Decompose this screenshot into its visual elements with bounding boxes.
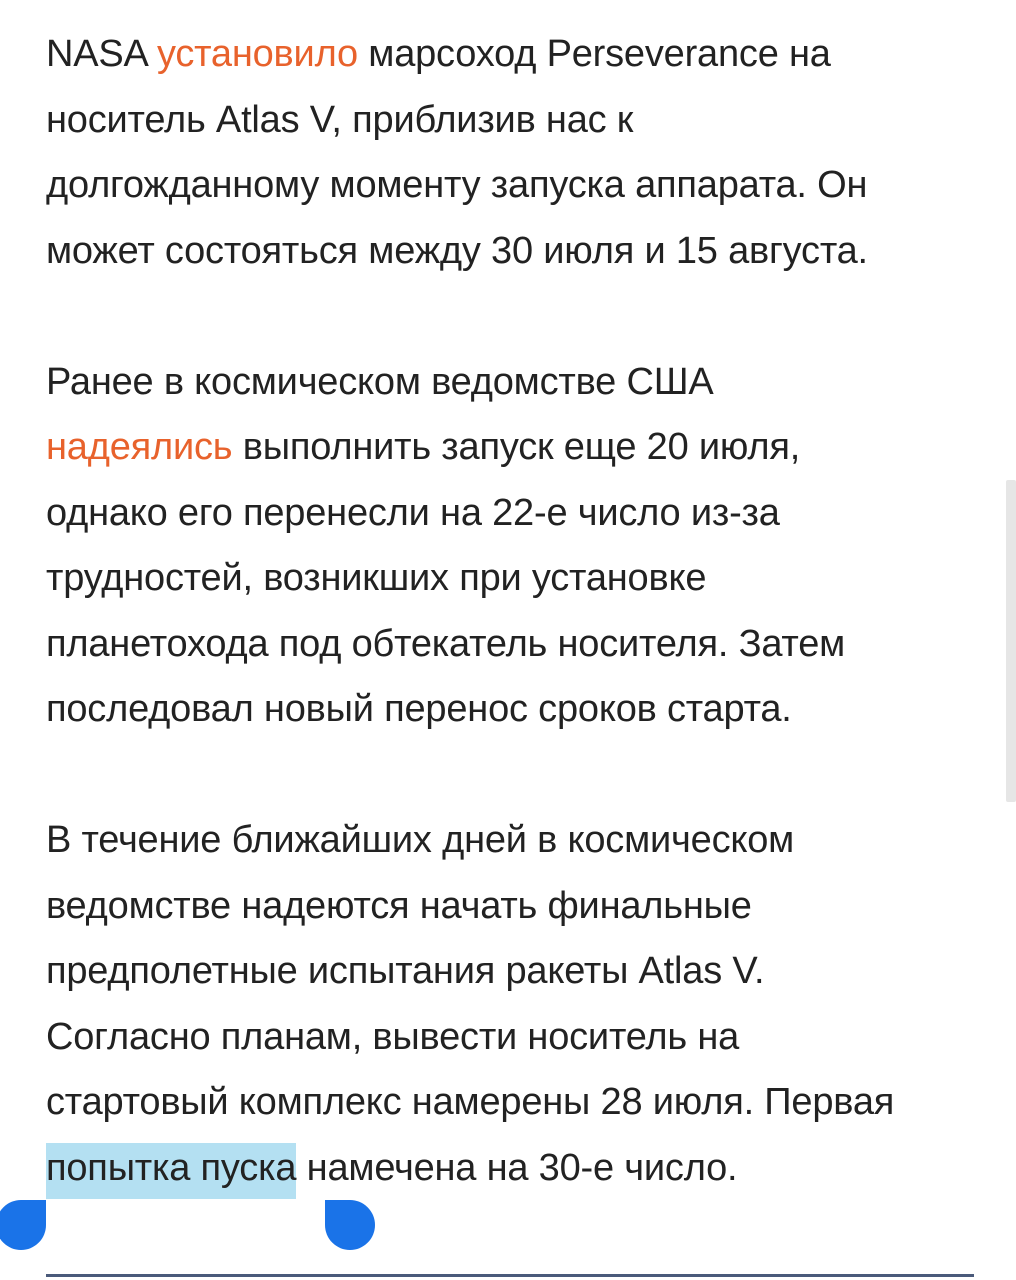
paragraph-1 xyxy=(46,22,996,284)
paragraph-3 xyxy=(46,808,996,1201)
text-line: В течение ближайших дней в космическом xyxy=(46,819,795,861)
selected-text[interactable]: попытка пуска xyxy=(46,1143,296,1199)
text-line: трудностей, возникших при установке xyxy=(46,557,707,599)
text-line: Ранее в космическом ведомстве США xyxy=(46,360,714,403)
text-line xyxy=(46,22,996,88)
text-line: может состояться между 30 июля и 15 августа. xyxy=(46,229,868,272)
text-line: стартовый комплекс намерены 28 июля. Первая xyxy=(46,1081,895,1123)
divider xyxy=(46,1274,974,1277)
link-nadeyalis[interactable]: надеялись xyxy=(46,426,233,468)
text-line: планетохода под обтекатель носителя. Затем xyxy=(46,622,846,665)
text-line xyxy=(46,1136,996,1202)
text-line: носитель Atlas V, приблизив нас к xyxy=(46,98,634,141)
article-body xyxy=(46,22,996,1267)
text-line xyxy=(46,415,996,481)
text-run: выполнить запуск еще 20 июля, xyxy=(232,426,801,468)
text-run: намечена на 30-е число. xyxy=(296,1146,738,1189)
text-line: однако его перенесли на 22-е число из-за xyxy=(46,491,780,534)
selection-start-handle[interactable] xyxy=(0,1200,46,1250)
paragraph-2 xyxy=(46,350,996,743)
scrollbar[interactable] xyxy=(1006,480,1016,802)
text-line: предполетные испытания ракеты Atlas V. xyxy=(46,950,765,992)
text-line: ведомстве надеются начать финальные xyxy=(46,884,752,927)
text-run: NASA xyxy=(46,33,157,75)
text-run: марсоход Perseverance на xyxy=(357,33,831,75)
text-line: Согласно планам, вывести носитель на xyxy=(46,1015,740,1058)
selection-end-handle[interactable] xyxy=(325,1200,375,1250)
link-ustanovilo[interactable]: установило xyxy=(156,33,358,75)
text-line: долгожданному моменту запуска аппарата. Он xyxy=(46,164,868,206)
text-line: последовал новый перенос сроков старта. xyxy=(46,688,792,730)
